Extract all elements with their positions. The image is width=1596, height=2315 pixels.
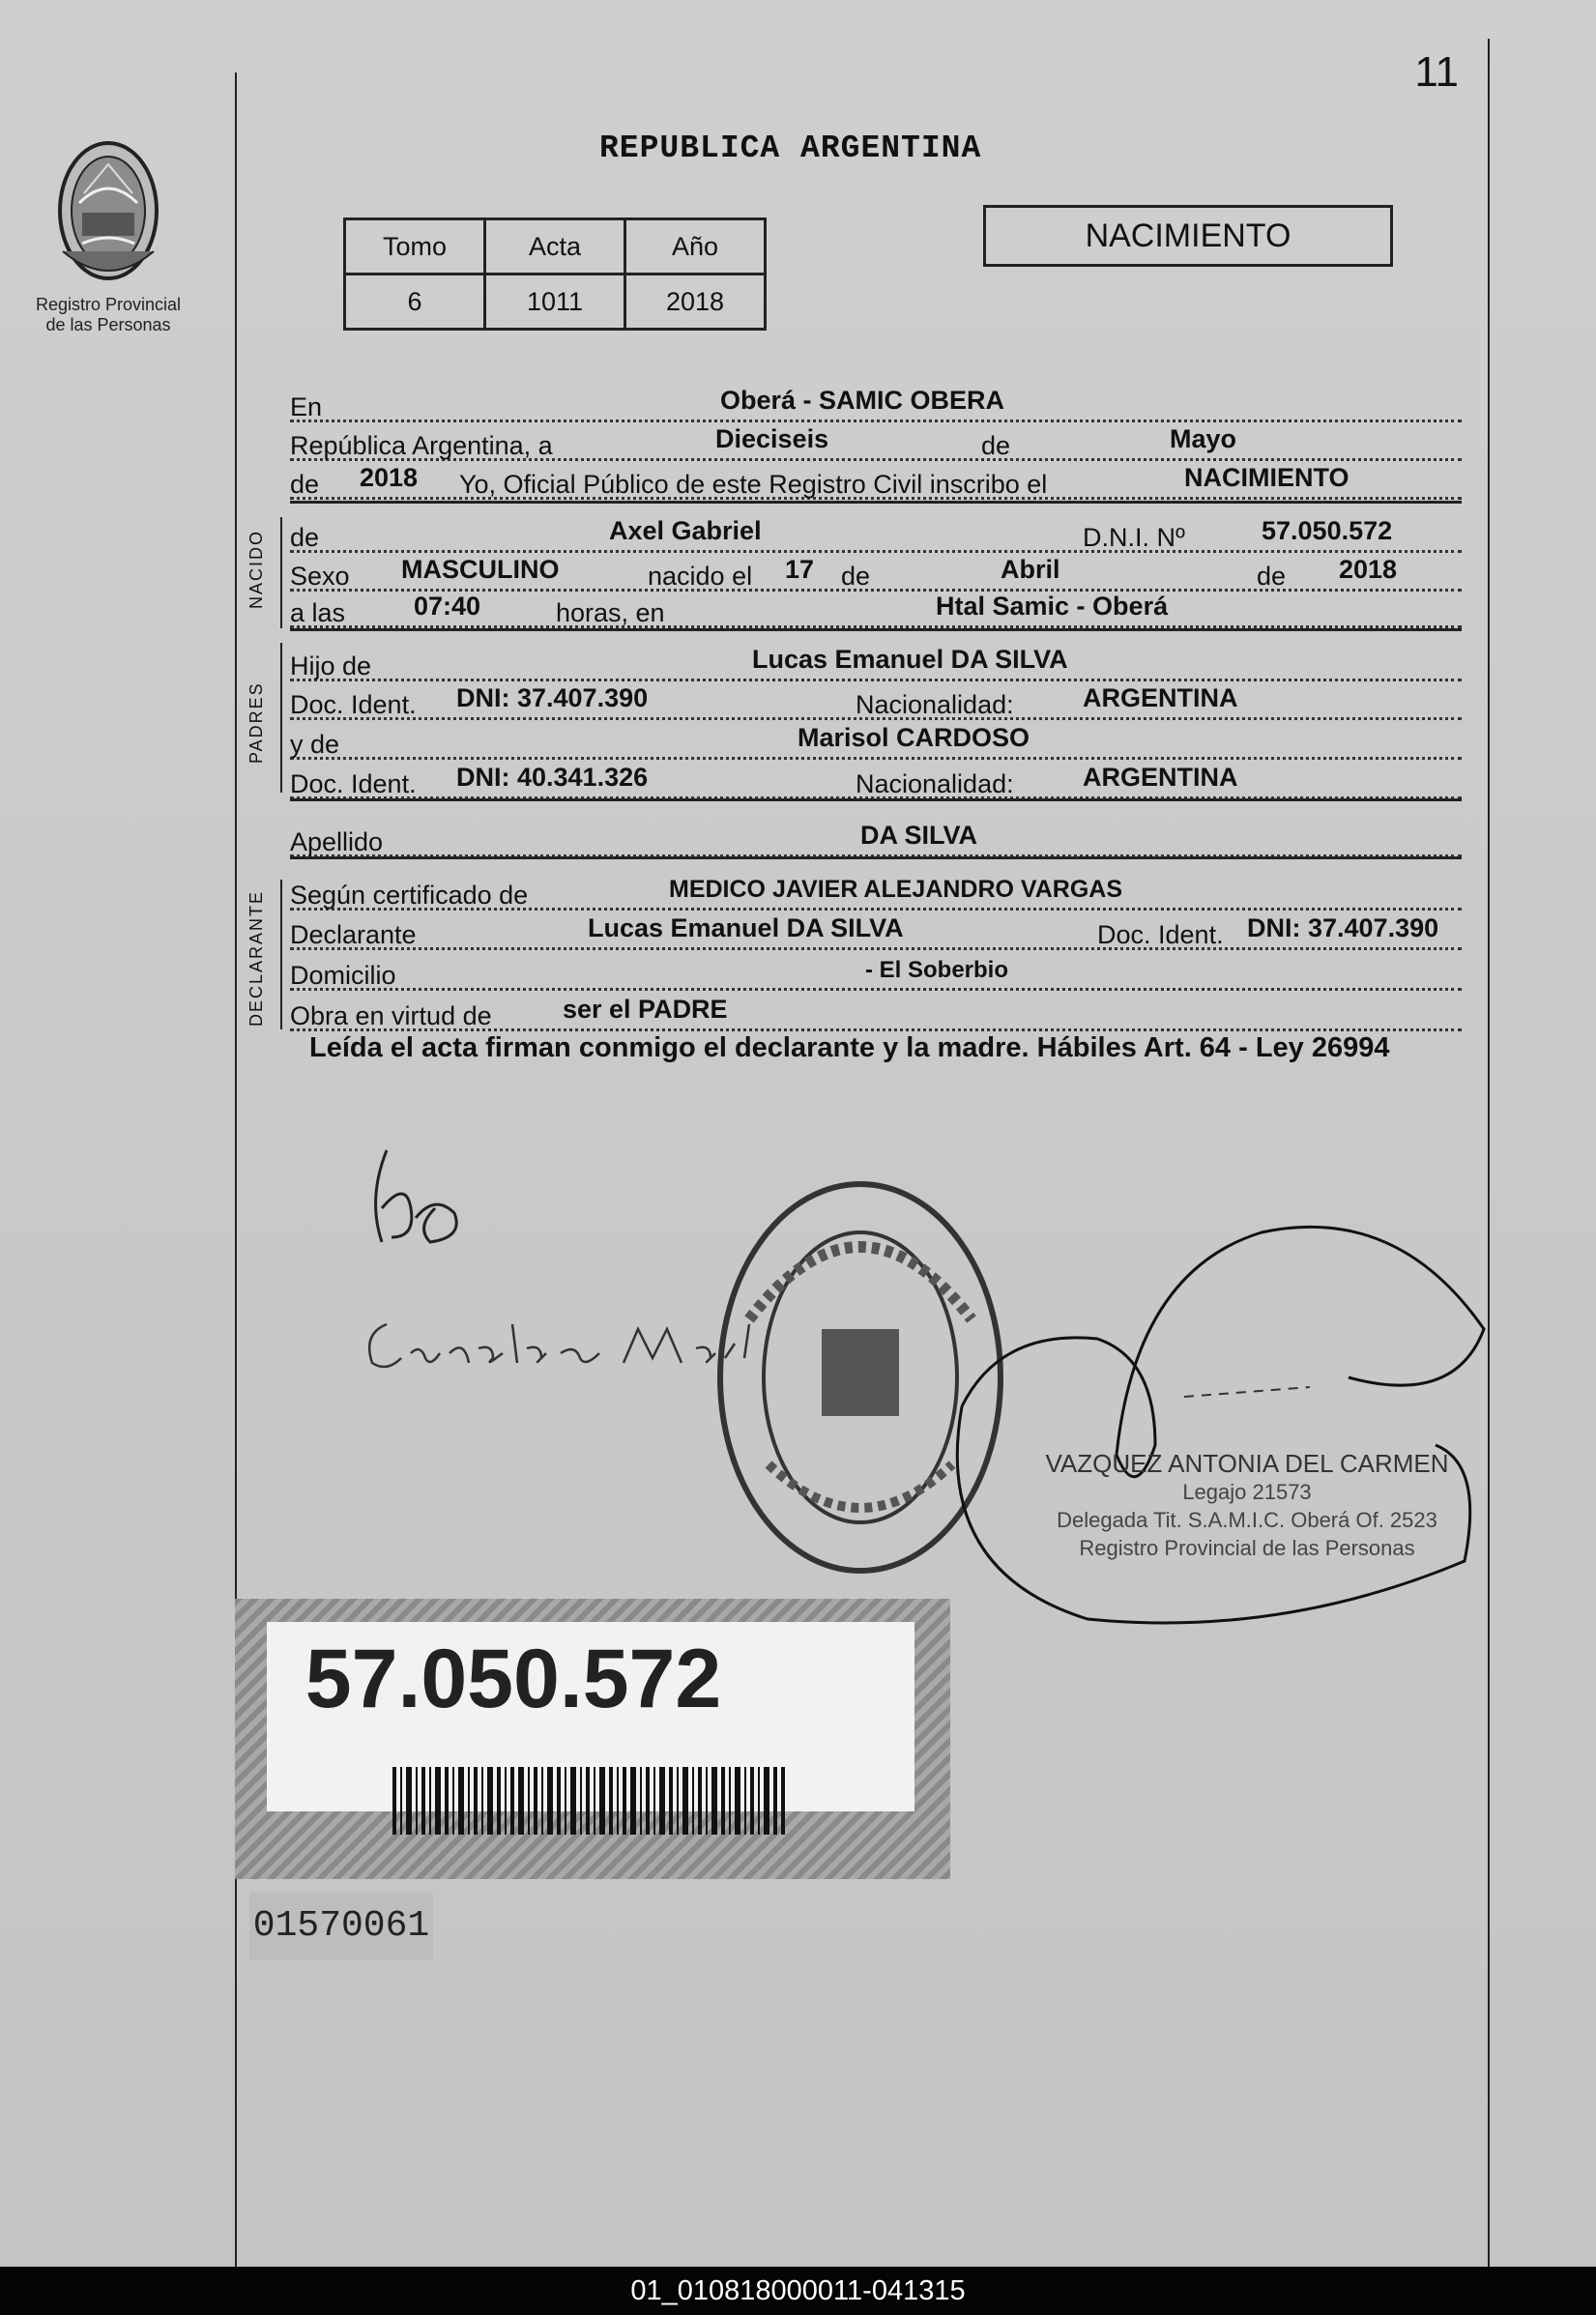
label-en: En	[290, 392, 323, 421]
value-tomo: 6	[345, 275, 485, 330]
value-madre-nacionalidad: ARGENTINA	[1083, 763, 1238, 792]
value-declarante: Lucas Emanuel DA SILVA	[588, 913, 904, 942]
section-label-padres: PADRES	[247, 681, 266, 764]
value-hora: 07:40	[414, 592, 481, 621]
label-doc-padre: Doc. Ident.	[290, 690, 417, 719]
line-en	[290, 387, 1462, 422]
sello-oficial	[1005, 1450, 1489, 1562]
footer-id: 01_010818000011-041315	[0, 2267, 1596, 2315]
label-sexo: Sexo	[290, 562, 350, 591]
value-dia-nac: 17	[785, 555, 815, 584]
value-lugar-nac: Htal Samic - Oberá	[936, 592, 1169, 621]
sello-cargo: Delegada Tit. S.A.M.I.C. Oberá Of. 2523	[1057, 1508, 1437, 1532]
label-nac-padre: Nacionalidad:	[856, 690, 1014, 719]
value-acta: 1011	[485, 275, 625, 330]
line-apellido	[290, 822, 1462, 857]
label-doc-declarante: Doc. Ident.	[1097, 920, 1224, 949]
value-apellido: DA SILVA	[860, 821, 977, 850]
section-label-declarante: DECLARANTE	[247, 889, 266, 1027]
page-number: 11	[1414, 48, 1459, 96]
sello-organismo: Registro Provincial de las Personas	[1079, 1536, 1415, 1560]
logo-caption-line1: Registro Provincial	[35, 295, 182, 314]
padres-bracket	[280, 643, 282, 793]
label-certificado: Según certificado de	[290, 881, 529, 910]
value-nombre: Axel Gabriel	[609, 516, 762, 545]
line-padre	[290, 646, 1462, 681]
value-obra: ser el PADRE	[563, 995, 728, 1024]
line-obra	[290, 996, 1462, 1031]
label-de-mes: de	[841, 562, 871, 591]
tipo-acta-box: NACIMIENTO	[983, 205, 1393, 267]
value-anio-nac: 2018	[1339, 555, 1398, 584]
provincia-logo	[21, 135, 195, 335]
logo-caption-line2: de las Personas	[45, 315, 171, 334]
nacido-bracket	[280, 517, 282, 628]
label-de-anio-nac: de	[1257, 562, 1287, 591]
line-hora	[290, 593, 1462, 628]
label-horas-en: horas, en	[556, 598, 665, 627]
value-padre-doc: DNI: 37.407.390	[456, 683, 649, 712]
value-dia: Dieciseis	[715, 424, 829, 453]
value-sexo: MASCULINO	[401, 555, 560, 584]
header-anio: Año	[625, 219, 766, 275]
line-madre-doc	[290, 764, 1462, 799]
value-inscripcion: NACIMIENTO	[1184, 463, 1349, 492]
value-doc-declarante: DNI: 37.407.390	[1247, 913, 1439, 942]
label-hijo-de: Hijo de	[290, 651, 372, 680]
value-certificado: MEDICO JAVIER ALEJANDRO VARGAS	[669, 876, 1123, 903]
value-padre: Lucas Emanuel DA SILVA	[752, 645, 1068, 674]
line-domicilio	[290, 955, 1462, 991]
line-sexo	[290, 556, 1462, 592]
label-dni: D.N.I. Nº	[1083, 523, 1185, 552]
sello-nombre: VAZQUEZ ANTONIA DEL CARMEN	[1045, 1449, 1449, 1478]
value-lugar: Oberá - SAMIC OBERA	[720, 386, 1005, 415]
registro-table	[343, 217, 767, 331]
value-anio: 2018	[625, 275, 766, 330]
line-certificado	[290, 875, 1462, 911]
header-acta: Acta	[485, 219, 625, 275]
label-nacido-el: nacido el	[648, 562, 753, 591]
value-madre-doc: DNI: 40.341.326	[456, 763, 649, 792]
numero-control: 01570061	[249, 1893, 433, 1960]
line-madre	[290, 724, 1462, 760]
numero-badge	[235, 1599, 950, 1879]
label-de: de	[981, 431, 1011, 460]
firma-oficial	[943, 1213, 1494, 1638]
badge-inner	[267, 1622, 914, 1811]
section-label-nacido: NACIDO	[247, 529, 266, 609]
line-anio	[290, 464, 1462, 500]
badge-numero: 57.050.572	[305, 1633, 722, 1725]
value-mes-nac: Abril	[1001, 555, 1060, 584]
label-domicilio: Domicilio	[290, 961, 396, 990]
value-padre-nacionalidad: ARGENTINA	[1083, 683, 1238, 712]
divider	[290, 501, 1462, 504]
label-de-anio: de	[290, 470, 320, 499]
line-declarante	[290, 914, 1462, 950]
label-oficial: Yo, Oficial Público de este Registro Civil inscribo el	[459, 470, 1048, 499]
value-madre: Marisol CARDOSO	[798, 723, 1030, 752]
sello-legajo: Legajo 21573	[1182, 1480, 1312, 1504]
provincia-emblem-icon	[55, 135, 161, 290]
label-apellido: Apellido	[290, 827, 384, 856]
label-de-nombre: de	[290, 523, 320, 552]
line-fecha	[290, 425, 1462, 461]
firma-declarante	[358, 1141, 493, 1257]
value-domicilio: - El Soberbio	[865, 957, 1009, 983]
label-doc-madre: Doc. Ident.	[290, 769, 417, 798]
barcode-icon	[392, 1767, 789, 1835]
label-nac-madre: Nacionalidad:	[856, 769, 1014, 798]
leyenda-texto: Leída el acta firman conmigo el declarante y la madre. Hábiles Art. 64 - Ley 26994	[309, 1032, 1390, 1063]
document-title: REPUBLICA ARGENTINA	[599, 130, 982, 166]
label-declarante: Declarante	[290, 920, 417, 949]
label-y-de: y de	[290, 730, 340, 759]
header-tomo: Tomo	[345, 219, 485, 275]
value-anio: 2018	[360, 463, 419, 492]
left-margin-line	[235, 72, 237, 2267]
divider	[290, 856, 1462, 859]
divider	[290, 628, 1462, 631]
label-a-las: a las	[290, 598, 346, 627]
label-republica: República Argentina, a	[290, 431, 553, 460]
declarante-bracket	[280, 880, 282, 1029]
value-mes: Mayo	[1170, 424, 1237, 453]
value-dni: 57.050.572	[1262, 516, 1393, 545]
right-margin-line	[1488, 39, 1490, 2267]
line-nombre	[290, 517, 1462, 553]
label-obra: Obra en virtud de	[290, 1001, 492, 1030]
line-padre-doc	[290, 684, 1462, 720]
divider	[290, 798, 1462, 801]
